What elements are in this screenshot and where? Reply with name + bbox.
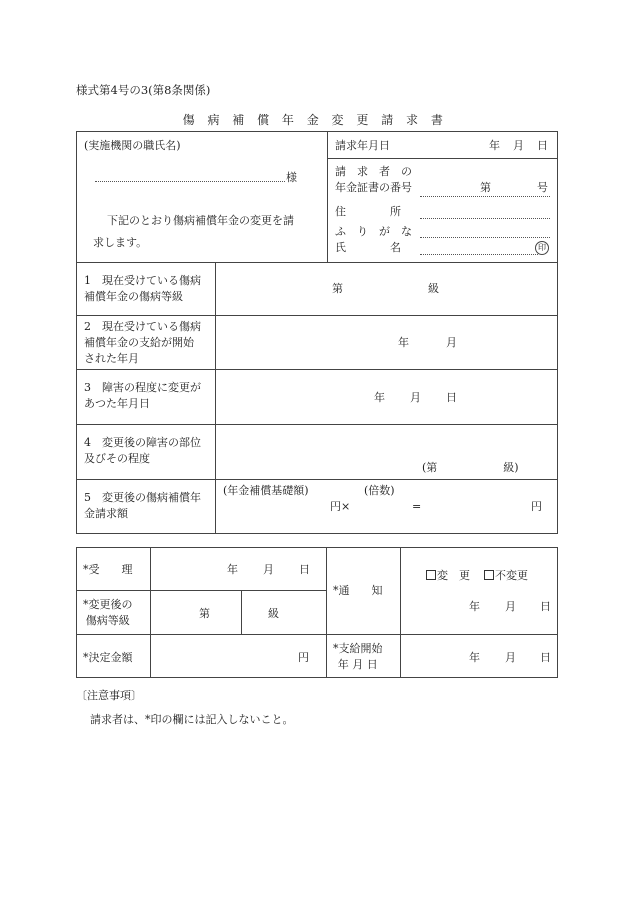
request-text: 下記のとおり傷病補償年金の変更を請 <box>107 214 294 227</box>
certificate-number-field[interactable] <box>420 196 550 197</box>
grade-kyu: 級 <box>268 607 279 620</box>
row1-label: 1 現在受けている傷病 補償年金の傷病等級 <box>84 274 201 303</box>
seal-icon: 印 <box>535 241 549 255</box>
row2-tsuki: 月 <box>446 336 457 349</box>
row2-label: 2 現在受けている傷病 補償年金の支給が開始 された年月 <box>84 320 201 365</box>
receipt-label: *受 理 <box>83 563 133 576</box>
claim-date-label: 請求年月日 <box>335 139 390 152</box>
claimant-label: 請 求 者 の <box>335 165 412 178</box>
furigana-field[interactable] <box>420 237 550 238</box>
en-times-label: 円× <box>330 500 351 513</box>
start-hi: 日 <box>540 651 551 664</box>
ratio-label: (倍数) <box>364 484 395 497</box>
divider <box>327 131 328 262</box>
notice-hi: 日 <box>540 600 551 613</box>
divider <box>76 590 327 591</box>
receipt-nen: 年 <box>227 563 238 576</box>
divider <box>400 547 401 678</box>
month-label: 月 <box>513 139 524 152</box>
row3-input[interactable] <box>216 370 557 423</box>
request-text-end: 求します。 <box>93 236 148 249</box>
sama-suffix: 様 <box>286 171 297 184</box>
change-checkbox[interactable] <box>426 570 436 580</box>
row1-input[interactable] <box>216 263 557 314</box>
row4-label: 4 変更後の障害の部位 及びその程度 <box>84 436 201 465</box>
row5-en: 円 <box>531 500 542 513</box>
row2-nen: 年 <box>398 336 409 349</box>
cert-dai-label: 第 <box>480 181 491 194</box>
equals-label: = <box>412 500 422 513</box>
row5-input[interactable] <box>216 480 557 533</box>
nochange-option-label: 不変更 <box>495 569 528 582</box>
divider <box>241 590 242 634</box>
nochange-option[interactable] <box>484 568 528 583</box>
name-label: 氏 名 <box>335 241 401 254</box>
row4-grade: (第 級) <box>422 461 519 474</box>
receipt-tsuki: 月 <box>263 563 274 576</box>
row3-hi: 日 <box>446 391 457 404</box>
name-field[interactable] <box>420 254 538 255</box>
row4-input[interactable] <box>216 425 557 478</box>
change-option-label: 変 更 <box>437 569 470 582</box>
furigana-label: ふ り が な <box>335 225 412 238</box>
notes-heading: 〔注意事項〕 <box>76 689 142 702</box>
cert-go-label: 号 <box>537 181 548 194</box>
start-tsuki: 月 <box>505 651 516 664</box>
row3-label: 3 障害の程度に変更が あつた年月日 <box>84 381 201 410</box>
address-field[interactable] <box>420 218 550 219</box>
base-amount-label: (年金補償基礎額) <box>223 484 309 497</box>
row2-input[interactable] <box>216 316 557 368</box>
office-use-table <box>76 547 558 678</box>
row3-tsuki: 月 <box>410 391 421 404</box>
notice-tsuki: 月 <box>505 600 516 613</box>
notes-text: 請求者は、*印の欄には記入しないこと。 <box>90 713 294 726</box>
form-number: 様式第4号の3(第8条関係) <box>76 83 211 97</box>
divider <box>150 547 151 678</box>
certificate-number-label: 年金証書の番号 <box>335 181 412 194</box>
amount-en: 円 <box>298 651 309 664</box>
form-title: 傷 病 補 償 年 金 変 更 請 求 書 <box>182 113 448 127</box>
start-nen: 年 <box>469 651 480 664</box>
divider <box>76 634 558 635</box>
institution-label: (実施機関の職氏名) <box>84 139 181 152</box>
row1-kyu: 級 <box>428 282 439 295</box>
address-label: 住 所 <box>335 205 401 218</box>
divider <box>326 547 327 678</box>
grade-dai: 第 <box>199 607 210 620</box>
year-label: 年 <box>489 139 500 152</box>
nochange-checkbox[interactable] <box>484 570 494 580</box>
changed-grade-label: *変更後の 傷病等級 <box>83 598 133 627</box>
notice-nen: 年 <box>469 600 480 613</box>
institution-name-field[interactable] <box>95 181 285 182</box>
change-option[interactable] <box>426 568 470 583</box>
divider <box>327 158 558 159</box>
row1-dai: 第 <box>332 282 343 295</box>
payment-start-label: *支給開始 年 月 日 <box>333 642 383 671</box>
row3-nen: 年 <box>374 391 385 404</box>
row5-label: 5 変更後の傷病補償年 金請求額 <box>84 491 201 520</box>
day-label: 日 <box>537 139 548 152</box>
receipt-hi: 日 <box>299 563 310 576</box>
notice-label: *通 知 <box>333 584 383 597</box>
decided-amount-label: *決定金額 <box>83 651 133 664</box>
